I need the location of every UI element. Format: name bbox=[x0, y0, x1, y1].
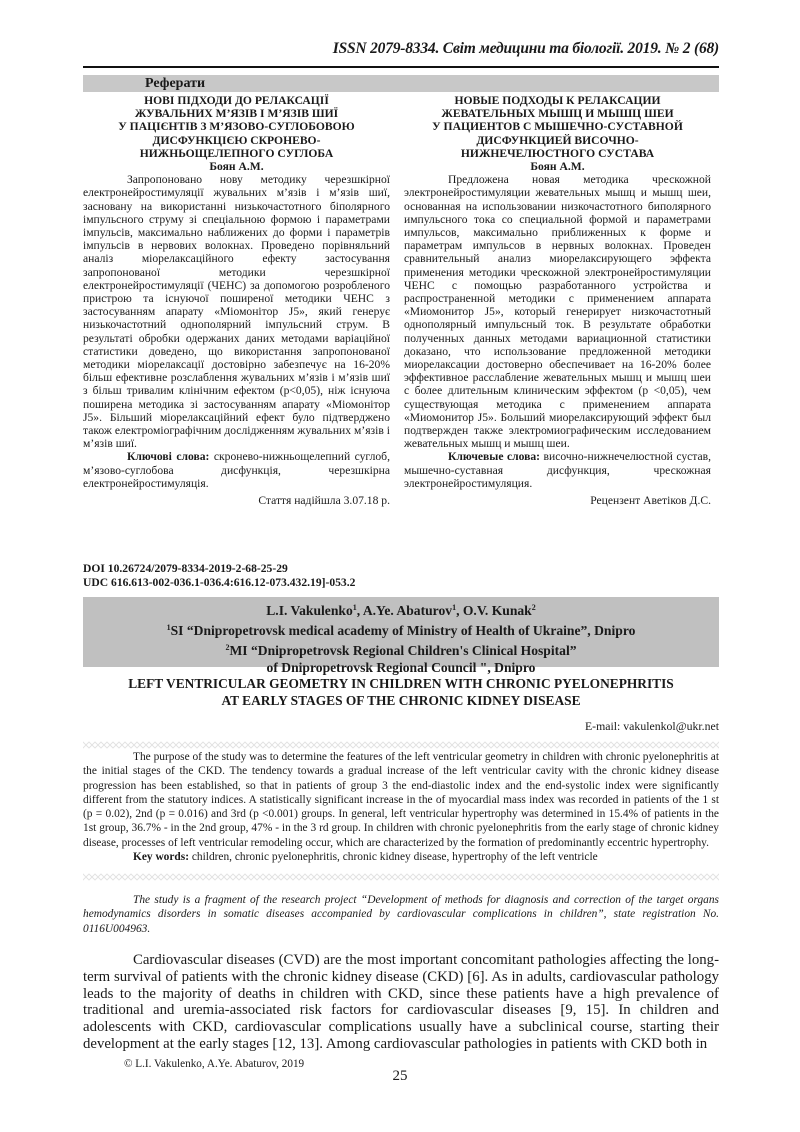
abstract-english bbox=[83, 750, 719, 864]
title-line: У ПАЦИЕНТОВ С МЫШЕЧНО-СУСТАВНОЙ bbox=[432, 120, 683, 134]
funding-text: The study is a fragment of the research project “Development of methods for diagnosis and correction of the target organs hemodynamics disorders in somatic diseases accompanied by cardiovascular complications in children”, state registration No. 0116U004963. bbox=[83, 894, 719, 935]
author-sup: 2 bbox=[531, 603, 536, 612]
affiliation-sup: 1 bbox=[166, 623, 171, 632]
abstracts-section-label: Реферати bbox=[145, 76, 206, 91]
author-name: L.I. Vakulenko bbox=[266, 603, 353, 618]
keywords-label: Ключові слова: bbox=[127, 450, 210, 464]
copyright-notice: © L.I. Vakulenko, A.Ye. Abaturov, 2019 bbox=[124, 1058, 305, 1070]
author-name: A.Ye. Abaturov bbox=[362, 603, 453, 618]
contact-email: E-mail: vakulenkol@ukr.net bbox=[584, 719, 719, 733]
title-line: ДИСФУНКЦИЕЙ ВИСОЧНО- bbox=[476, 133, 639, 147]
journal-running-head: ISSN 2079-8334. Світ медицини та біології. 2019. № 2 (68) bbox=[332, 40, 719, 57]
title-line: НИЖНЬОЩЕЛЕПНОГО СУГЛОБА bbox=[139, 146, 334, 160]
affiliation-2-continued: of Dnipropetrovsk Regional Council ", Dnipro bbox=[266, 660, 536, 675]
abstract-keywords-uk bbox=[83, 450, 390, 490]
abstract-keywords-ru bbox=[404, 450, 711, 490]
title-line: LEFT VENTRICULAR GEOMETRY IN CHILDREN WITH CHRONIC PYELONEPHRITIS bbox=[128, 676, 674, 691]
abstract-russian bbox=[404, 94, 711, 507]
udc: UDC 616.613-002-036.1-036.4:616.12-073.432.19]-053.2 bbox=[83, 576, 356, 589]
title-line: НОВІ ПІДХОДИ ДО РЕЛАКСАЦІЇ bbox=[144, 94, 329, 107]
title-line: НИЖНЕЧЕЛЮСТНОГО СУСТАВА bbox=[460, 146, 655, 160]
funding-note bbox=[83, 893, 719, 936]
affiliation-sup: 2 bbox=[225, 643, 230, 652]
article-identifiers bbox=[83, 562, 355, 590]
abstract-body-en: The purpose of the study was to determine the features of the left ventricular geometry in children with chronic pyelonephritis at the initial stages of the CKD. The tendency towards a gradual increase of the left ventricular cavity with the chronic kidney disease progression has been established, so that in patients of group 3 the end-diastolic index and the end-systolic index were significantly different from the statutory indices. A statistically significant increase in the of myocardial mass index was recorded in patients of the 1 st (p = 0.02), 2nd (p = 0.016) and 3rd (p <0.001) groups. In general, left ventricular hypertrophy was determined in 15.4% of patients in the 1st group, 36.7% - in the 2nd group, 47% - in the 3 rd group. In children with chronic pyelonephritis from the early stage of chronic kidney disease, processes of left ventricular remodeling occur, which are characterized by the formation of predominantly eccentric hypertrophy. bbox=[83, 751, 719, 849]
title-line: AT EARLY STAGES OF THE CHRONIC KIDNEY DISEASE bbox=[221, 692, 581, 708]
abstract-author-uk: Боян А.М. bbox=[209, 160, 264, 174]
article-body bbox=[83, 952, 719, 1053]
title-line: ЖЕВАТЕЛЬНЫХ МЫШЦ И МЫШЦ ШЕИ bbox=[441, 107, 674, 121]
keywords-text: скронево-нижньощелепний суглоб, м’язово-суглобова дисфункція, черезшкірна електронейростимуляція. bbox=[83, 450, 390, 490]
abstract-top-divider bbox=[83, 741, 719, 749]
page-number: 25 bbox=[392, 1068, 408, 1084]
author-sup: 1 bbox=[352, 603, 357, 612]
abstract-body-uk: Запропоновано нову методику черезшкірної електронейростимуляції жувальних м’язів і м’язів шиї, засновану на використанні низькочастотного біполярного імпульсного струму зі спеціальною формою і параметрами імпульсів, максимально наближених до форми і параметрів імпульсів в нервових волокнах. Проведено порівняльний аналіз міорелаксаційного ефекту застосування запропонованої методики черезшкірної електронейростимуляції (ЧЕНС) за допомогою розробленого пристрою та існуючої поширеної методики ЧЕНС з застосуванням апарату «Міомонітор J5», який генерує низькочастотний однополярний імпульсний струм. В результаті обробки одержаних даних методами варіаційної статистики доведено, що використання запропонованої методики міорелаксації достовірно забезпечує на 16-20% більш ефективне розслаблення жувальних м’язів і м’язів шиї з більш тривалим клінічним ефектом (p<0,05), ніж існуюча поширена методика зі застосуванням апарату «Міомонітор J5». Більший міорелаксаційний ефект було підтверджено також електроміографічним дослідженням жувальних м’язів і м’язів шиї. bbox=[83, 173, 390, 451]
affiliation-text: SI “Dnipropetrovsk medical academy of Ministry of Health of Ukraine”, Dnipro bbox=[170, 623, 636, 638]
affiliation-2 bbox=[83, 639, 719, 659]
keywords-label: Ключевые слова: bbox=[448, 450, 541, 464]
title-line: ДИСФУНКЦІЄЮ СКРОНЕВО- bbox=[152, 133, 321, 147]
keywords-text: височно-нижнечелюстной сустав, мышечно-суставная дисфункция, чрескожная электронейростимуляция. bbox=[404, 450, 711, 490]
author-list: L.I. Vakulenko$^1$, A.Ye. Abaturov$^1$, O.V. Kunak$^2$ bbox=[266, 603, 536, 618]
abstract-title-ru bbox=[404, 94, 711, 160]
affiliation-1 bbox=[83, 619, 719, 639]
keywords-label: Key words: bbox=[133, 851, 189, 864]
received-date: Стаття надійшла 3.07.18 р. bbox=[258, 494, 390, 508]
abstract-ukrainian bbox=[83, 94, 390, 507]
body-paragraph: Cardiovascular diseases (CVD) are the most important concomitant pathologies affecting the long-term survival of patients with the chronic kidney disease (CKD) [6]. As in adults, cardiovascular pathology leads to the majority of deaths in children with CKD, since these patients have a high prevalence of traditional and uremia-associated risk factors for cardiovascular diseases [9, 15]. In children and adolescents with CKD, cardiovascular complications usually have a subclinical course, starting their development at the early stages [12, 13]. Among cardiovascular pathologies in patients with CKD both in bbox=[83, 952, 719, 1052]
title-line: ЖУВАЛЬНИХ М’ЯЗІВ І М’ЯЗІВ ШИЇ bbox=[134, 107, 339, 121]
reviewer: Рецензент Аветіков Д.С. bbox=[590, 494, 711, 508]
author-sup: 1 bbox=[452, 603, 457, 612]
doi: DOI 10.26724/2079-8334-2019-2-68-25-29 bbox=[83, 562, 288, 575]
article-title bbox=[83, 676, 719, 709]
title-line: У ПАЦІЄНТІВ З М’ЯЗОВО-СУГЛОБОВОЮ bbox=[118, 120, 355, 134]
title-line: НОВЫЕ ПОДХОДЫ К РЕЛАКСАЦИИ bbox=[454, 94, 661, 107]
keywords-text: children, chronic pyelonephritis, chronic kidney disease, hypertrophy of the left ventricle bbox=[191, 851, 598, 864]
abstract-title-uk bbox=[83, 94, 390, 160]
abstracts-section-bar bbox=[83, 75, 719, 92]
abstract-body-ru: Предложена новая методика чрескожной электронейростимуляции жевательных мышц и мышц шеи, основанная на использовании низкочастотного биполярного импульсного тока со специальной формой и параметрами импульсов, максимально приближенных к форме и параметрам импульсов в нервных волокнах. Проведен сравнительный анализ миорелаксирующего эффекта применения методики чрескожной электронейростимуляции ЧЕНС с помощью разработанного устройства и распространенной методики с применением аппарата «Миомонитор J5», который генерирует низкочастотный однополярный импульсный ток. В результате обработки полученных данных методами вариационной статистики доказано, что использование предложенной методики миорелаксации достоверно обеспечивает на 16-20% более эффективное расслабление жевательных мышц и мышц шеи с более длительным клиническим эффектом (p <0,05), чем существующая методика с применением аппарата «Миомонитор J5». Больший миорелаксирующий эффект был подтвержден также электромиографическим исследованием жевательных мышц и мышц шеи. bbox=[404, 173, 711, 451]
abstract-keywords-en bbox=[83, 850, 719, 864]
affiliation-text: MI “Dnipropetrovsk Regional Children's Clinical Hospital” bbox=[229, 643, 577, 658]
abstract-author-ru: Боян А.М. bbox=[530, 160, 585, 174]
abstract-bottom-divider bbox=[83, 873, 719, 881]
authors-affiliations-box bbox=[83, 597, 719, 675]
author-name: O.V. Kunak bbox=[462, 603, 532, 618]
header-rule bbox=[83, 66, 719, 68]
